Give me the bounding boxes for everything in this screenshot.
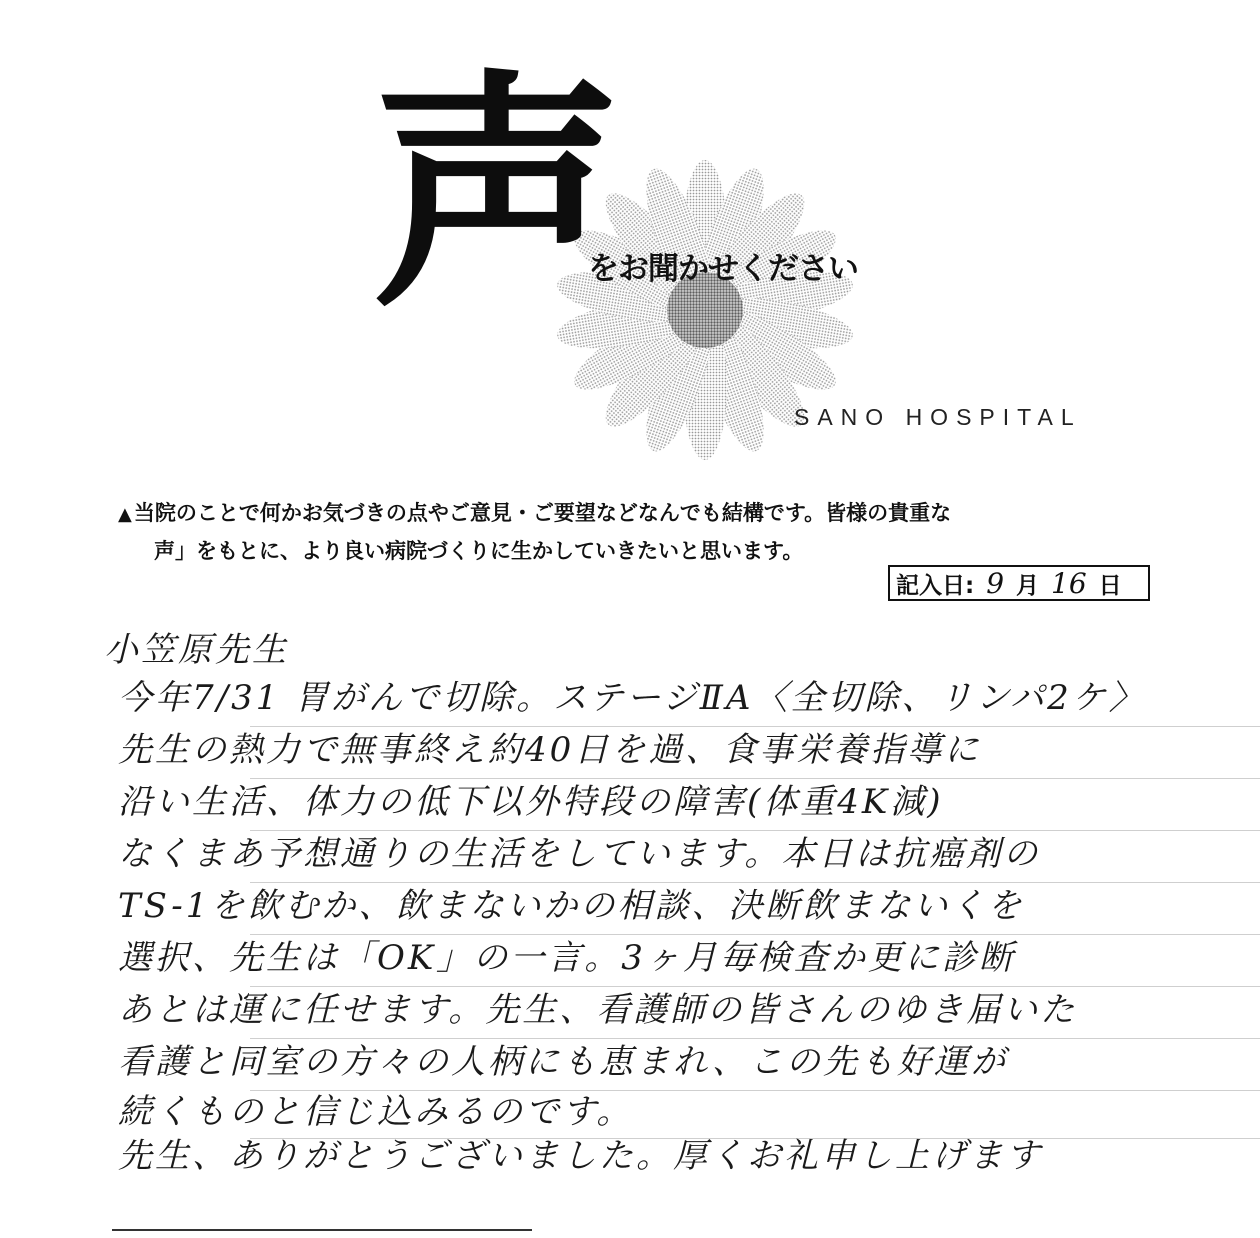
handwritten-letter [100,622,1200,1182]
voice-kanji-heading: 声 [372,46,622,340]
page-subtitle: をお聞かせください [588,251,858,287]
intro-line-2: 声」をもとに、より良い病院づくりに生かしていきたいと思います。 [154,539,804,563]
letter-line: 今年7/31 胃がんで切除。ステージⅡA〈全切除、リンパ2ケ〉 [118,678,1146,718]
triangle-bullet-icon: ▲ [118,504,132,525]
entry-date-box [888,565,1150,601]
letter-line: 沿い生活、体力の低下以外特段の障害(体重4K減) [118,782,944,822]
letter-line: 小笠原先生 [104,630,289,670]
entry-date-label: 記入日: [896,572,975,599]
intro-line-1: 当院のことで何かお気づきの点やご意見・ご要望などなんでも結構です。皆様の貴重な [133,501,952,525]
intro-text [118,495,1158,570]
entry-date-month: 9 [986,566,1005,600]
letter-line: 選択、先生は「OK」の一言。3ヶ月毎検査か更に診断 [118,938,1016,978]
letter-line: 先生の熱力で無事終え約40日を過、食事栄養指導に [118,730,982,770]
letter-line: 先生、ありがとうございました。厚くお礼申し上げます [118,1136,1043,1176]
entry-date-month-unit: 月 [1016,572,1040,599]
letter-line: TS-1を飲むか、飲まないかの相談、決断飲まないくを [118,886,1025,926]
entry-date-day-unit: 日 [1098,572,1122,599]
hospital-name: SANO HOSPITAL [794,404,1082,430]
footer-divider [112,1229,532,1231]
letter-line: なくまあ予想通りの生活をしています。本日は抗癌剤の [118,834,1041,874]
entry-date-day: 16 [1051,566,1087,600]
letter-line: 看護と同室の方々の人柄にも恵まれ、この先も好運が [118,1042,1009,1082]
letter-line: あとは運に任せます。先生、看護師の皆さんのゆき届いた [118,990,1078,1030]
letter-line: 続くものと信じ込みるのです。 [118,1092,634,1132]
